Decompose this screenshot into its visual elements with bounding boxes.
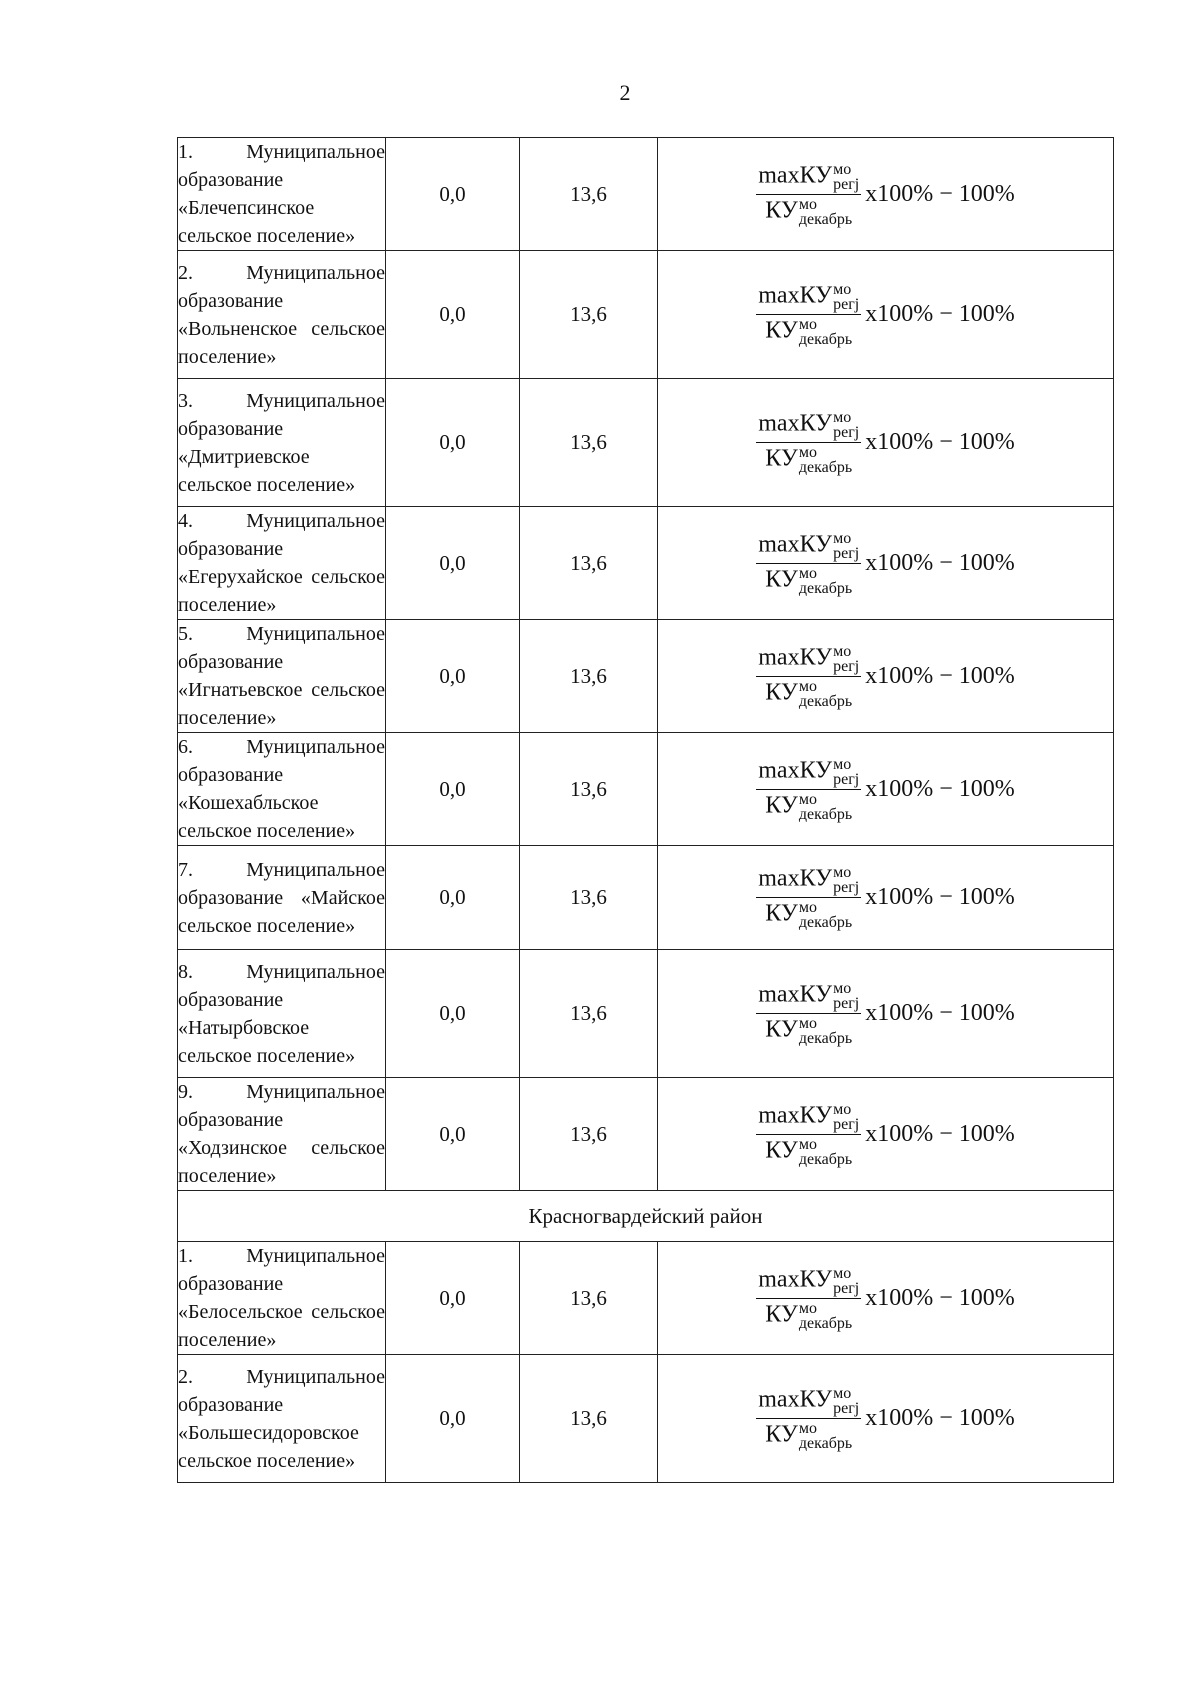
formula (658, 644, 1113, 709)
value-max: 13,6 (520, 620, 658, 733)
formula-tail: x100% − 100% (865, 1000, 1015, 1026)
municipality-name: 9. Муниципальное образование «Ходзинское сельское поселение» (178, 1078, 386, 1191)
value-max: 13,6 (520, 507, 658, 620)
formula-tail: x100% − 100% (865, 884, 1015, 910)
formula-tail: x100% − 100% (865, 301, 1015, 327)
value-current: 0,0 (386, 1242, 520, 1355)
formula (658, 162, 1113, 227)
value-max: 13,6 (520, 1078, 658, 1191)
formula-denominator: КУ мо декабрь (765, 677, 853, 710)
formula-denominator: КУ мо декабрь (765, 1420, 853, 1452)
municipality-name: 4. Муниципальное образование «Егерухайское сельское поселение» (178, 507, 386, 620)
value-current: 0,0 (386, 733, 520, 846)
formula-tail: x100% − 100% (865, 429, 1015, 455)
municipality-name: 2. Муниципальное образование «Большесидоровское сельское поселение» (178, 1355, 386, 1483)
formula-numerator: maxКУ мо регj (758, 755, 860, 788)
value-max: 13,6 (520, 379, 658, 507)
formula-denominator: КУ мо декабрь (765, 899, 853, 931)
value-current: 0,0 (386, 1078, 520, 1191)
table-row (178, 1355, 1114, 1483)
section-title: Красногвардейский район (178, 1191, 1114, 1242)
value-max: 13,6 (520, 251, 658, 379)
formula-cell (658, 251, 1114, 379)
formula-denominator: КУ мо декабрь (765, 316, 853, 348)
formula-numerator: maxКУ мо регj (758, 1385, 860, 1417)
formula-cell (658, 846, 1114, 950)
municipality-name: 7. Муниципальное образование «Майское сельское поселение» (178, 846, 386, 950)
formula-cell (658, 1242, 1114, 1355)
formula-denominator: КУ мо декабрь (765, 195, 853, 228)
formula-cell (658, 950, 1114, 1078)
formula-cell (658, 733, 1114, 846)
table-row (178, 251, 1114, 379)
municipality-name: 3. Муниципальное образование «Дмитриевское сельское поселение» (178, 379, 386, 507)
value-max: 13,6 (520, 1355, 658, 1483)
formula-numerator: maxКУ мо регj (758, 864, 860, 896)
formula (658, 865, 1113, 930)
formula-tail: x100% − 100% (865, 775, 1015, 802)
value-max: 13,6 (520, 846, 658, 950)
municipality-name: 2. Муниципальное образование «Вольненское сельское поселение» (178, 251, 386, 379)
table-row (178, 620, 1114, 733)
table-row (178, 507, 1114, 620)
value-current: 0,0 (386, 507, 520, 620)
formula-numerator: maxКУ мо регj (758, 160, 860, 193)
indicator-table (177, 137, 1114, 1483)
value-current: 0,0 (386, 620, 520, 733)
value-current: 0,0 (386, 846, 520, 950)
table-row (178, 1242, 1114, 1355)
formula-denominator: КУ мо декабрь (765, 1135, 853, 1168)
formula-tail: x100% − 100% (865, 662, 1015, 689)
value-max: 13,6 (520, 1242, 658, 1355)
table-row (178, 950, 1114, 1078)
value-max: 13,6 (520, 138, 658, 251)
formula-numerator: maxКУ мо регj (758, 409, 860, 441)
municipality-name: 5. Муниципальное образование «Игнатьевское сельское поселение» (178, 620, 386, 733)
municipality-name: 1. Муниципальное образование «Белосельское сельское поселение» (178, 1242, 386, 1355)
formula-cell (658, 1078, 1114, 1191)
formula-numerator: maxКУ мо регj (758, 1100, 860, 1133)
formula-tail: x100% − 100% (865, 1284, 1015, 1311)
formula-tail: x100% − 100% (865, 1405, 1015, 1431)
formula-numerator: maxКУ мо регj (758, 529, 860, 562)
value-current: 0,0 (386, 379, 520, 507)
formula-cell (658, 1355, 1114, 1483)
value-current: 0,0 (386, 950, 520, 1078)
section-row (178, 1191, 1114, 1242)
formula-denominator: КУ мо декабрь (765, 1299, 853, 1332)
value-current: 0,0 (386, 1355, 520, 1483)
formula-numerator: maxКУ мо регj (758, 281, 860, 313)
formula-numerator: maxКУ мо регj (758, 1264, 860, 1297)
formula-tail: x100% − 100% (865, 180, 1015, 207)
value-max: 13,6 (520, 950, 658, 1078)
formula (658, 1386, 1113, 1451)
formula-numerator: maxКУ мо регj (758, 642, 860, 675)
formula (658, 1266, 1113, 1331)
formula (658, 531, 1113, 596)
value-current: 0,0 (386, 138, 520, 251)
formula (658, 757, 1113, 822)
formula (658, 410, 1113, 475)
table-row (178, 733, 1114, 846)
table-row (178, 138, 1114, 251)
municipality-name: 6. Муниципальное образование «Кошехабльское сельское поселение» (178, 733, 386, 846)
formula (658, 1102, 1113, 1167)
formula-denominator: КУ мо декабрь (765, 564, 853, 597)
table-row (178, 846, 1114, 950)
municipality-name: 1. Муниципальное образование «Блечепсинское сельское поселение» (178, 138, 386, 251)
formula-cell (658, 620, 1114, 733)
formula-numerator: maxКУ мо регj (758, 980, 860, 1012)
formula-tail: x100% − 100% (865, 549, 1015, 576)
formula-tail: x100% − 100% (865, 1120, 1015, 1147)
formula-cell (658, 138, 1114, 251)
value-current: 0,0 (386, 251, 520, 379)
formula-denominator: КУ мо декабрь (765, 1015, 853, 1047)
formula-denominator: КУ мо декабрь (765, 444, 853, 476)
table-row (178, 1078, 1114, 1191)
value-max: 13,6 (520, 733, 658, 846)
formula (658, 981, 1113, 1046)
municipality-name: 8. Муниципальное образование «Натырбовское сельское поселение» (178, 950, 386, 1078)
table-row (178, 379, 1114, 507)
formula-denominator: КУ мо декабрь (765, 790, 853, 823)
formula-cell (658, 507, 1114, 620)
formula (658, 282, 1113, 347)
formula-cell (658, 379, 1114, 507)
page-number: 2 (619, 80, 631, 105)
